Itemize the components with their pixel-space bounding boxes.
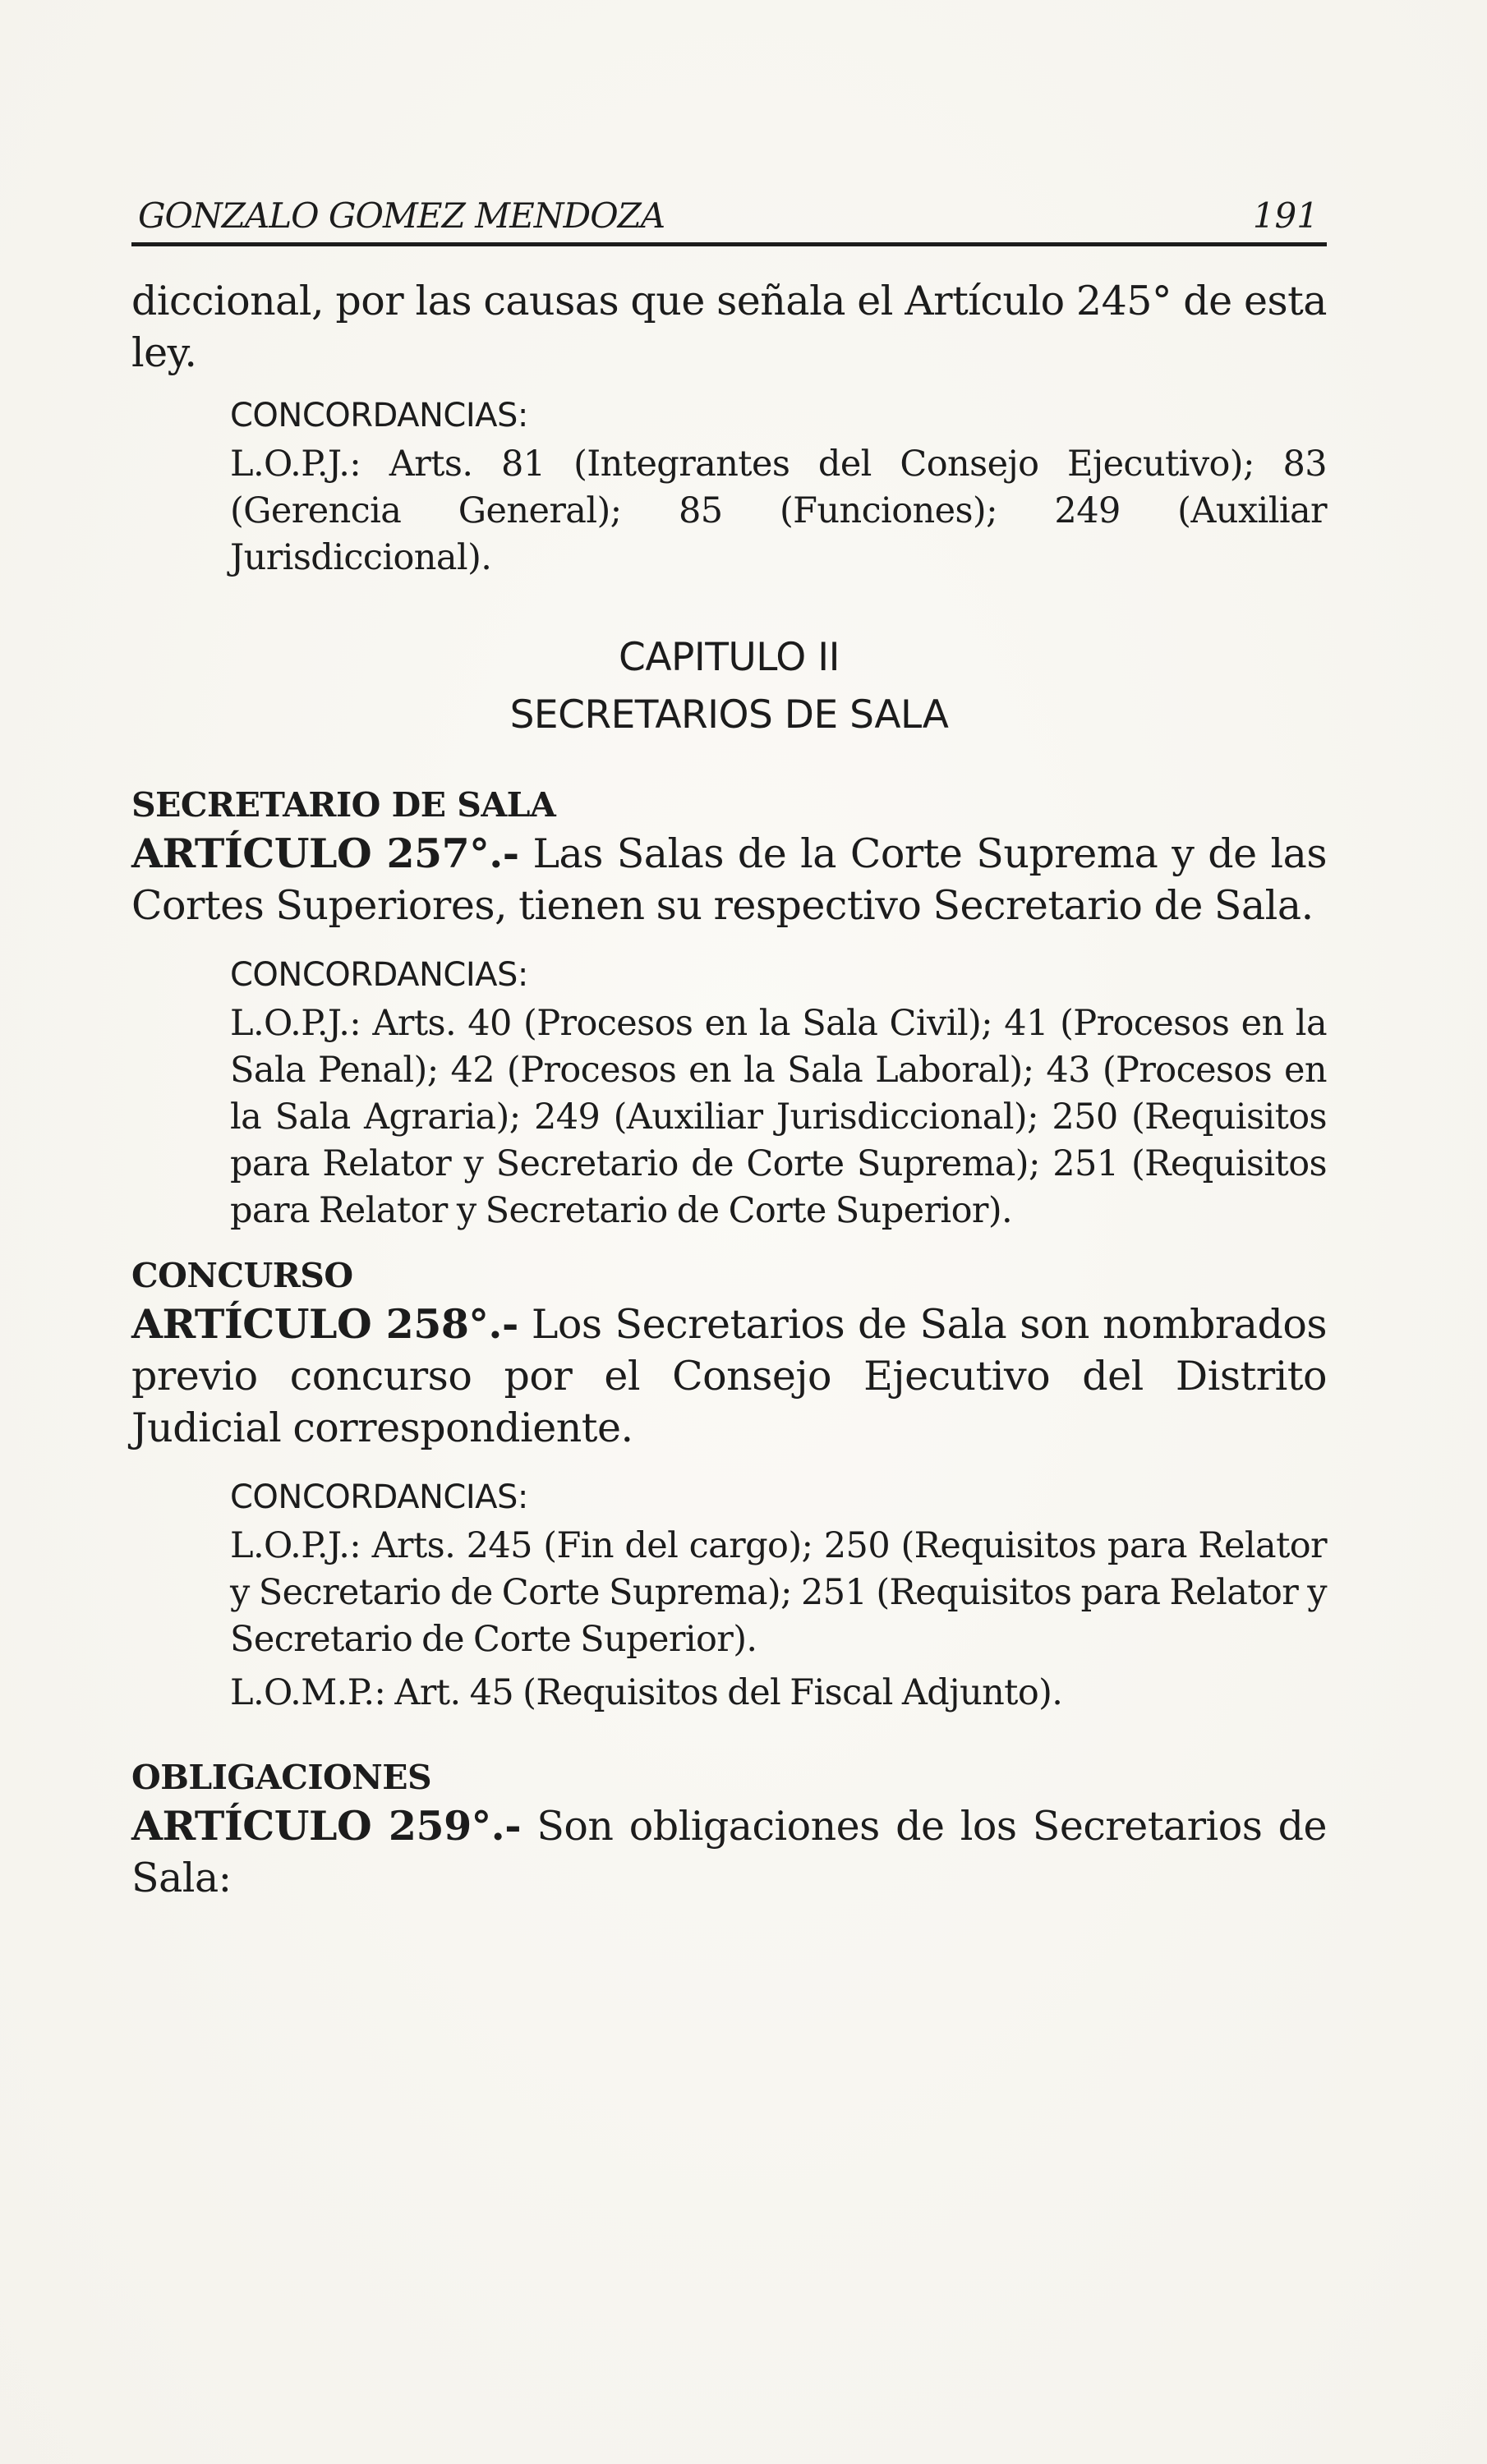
article-258-paragraph: [131, 1299, 1327, 1454]
concordancias-label: CONCORDANCIAS:: [230, 1478, 528, 1516]
concordancias-text: L.O.P.J.: Arts. 81 (Integrantes del Consejo Ejecutivo); 83 (Gerencia General); 85 (Funciones); 249 (Auxiliar Jurisdiccional).: [230, 444, 1327, 578]
article-258-text: Los Secretarios de Sala son nombrados previo concurso por el Consejo Ejecutivo del Distrito Judicial correspondiente.: [131, 1301, 1327, 1451]
concordancias-text: L.O.P.J.: Arts. 245 (Fin del cargo); 250 (Requisitos para Relator y Secretario de Corte Suprema); 251 (Requisitos para Relator y Secretario de Corte Superior).: [230, 1525, 1327, 1660]
page-number: 191: [1252, 195, 1319, 236]
concordancias-label: CONCORDANCIAS:: [230, 397, 528, 434]
article-257-paragraph: [131, 828, 1327, 931]
concordancias-label: CONCORDANCIAS:: [230, 956, 528, 994]
article-259-paragraph: [131, 1800, 1327, 1904]
article-259-number: ARTÍCULO 259°.-: [131, 1802, 522, 1850]
intro-concordancias: [230, 390, 1327, 582]
article-258-number: ARTÍCULO 258°.-: [131, 1300, 518, 1348]
concordancias-text: L.O.P.J.: Arts. 40 (Procesos en la Sala Civil); 41 (Procesos en la Sala Penal); 42 (Procesos en la Sala Laboral); 43 (Procesos en la Sala Agraria); 249 (Auxiliar Jurisdiccional); 250 (Requisitos para Relator y Secretario de Corte Suprema); 251 (Requisitos para Relator y Secretario de Corte Superior).: [230, 1003, 1327, 1231]
chapter-number: CAPITULO II: [619, 635, 840, 680]
page-content: [131, 275, 1327, 1904]
running-header: [131, 185, 1327, 246]
article-259-text: Son obligaciones de los Secretarios de Sala:: [131, 1803, 1327, 1901]
article-258-concordancias: [230, 1472, 1327, 1717]
article-257-heading: SECRETARIO DE SALA: [131, 785, 556, 825]
article-257-number: ARTÍCULO 257°.-: [131, 830, 519, 877]
article-257-concordancias: [230, 949, 1327, 1234]
article-258-heading: CONCURSO: [131, 1256, 353, 1295]
article-259-heading: OBLIGACIONES: [131, 1758, 432, 1797]
concordancias-text: L.O.M.P.: Art. 45 (Requisitos del Fiscal Adjunto).: [230, 1672, 1063, 1713]
intro-paragraph: diccional, por las causas que señala el Artículo 245° de esta ley.: [131, 278, 1327, 376]
header-author: GONZALO GOMEZ MENDOZA: [138, 195, 665, 236]
article-257-text: Las Salas de la Corte Suprema y de las Cortes Superiores, tienen su respectivo Secretario de Sala.: [131, 830, 1327, 929]
chapter-title: SECRETARIOS DE SALA: [509, 692, 949, 738]
